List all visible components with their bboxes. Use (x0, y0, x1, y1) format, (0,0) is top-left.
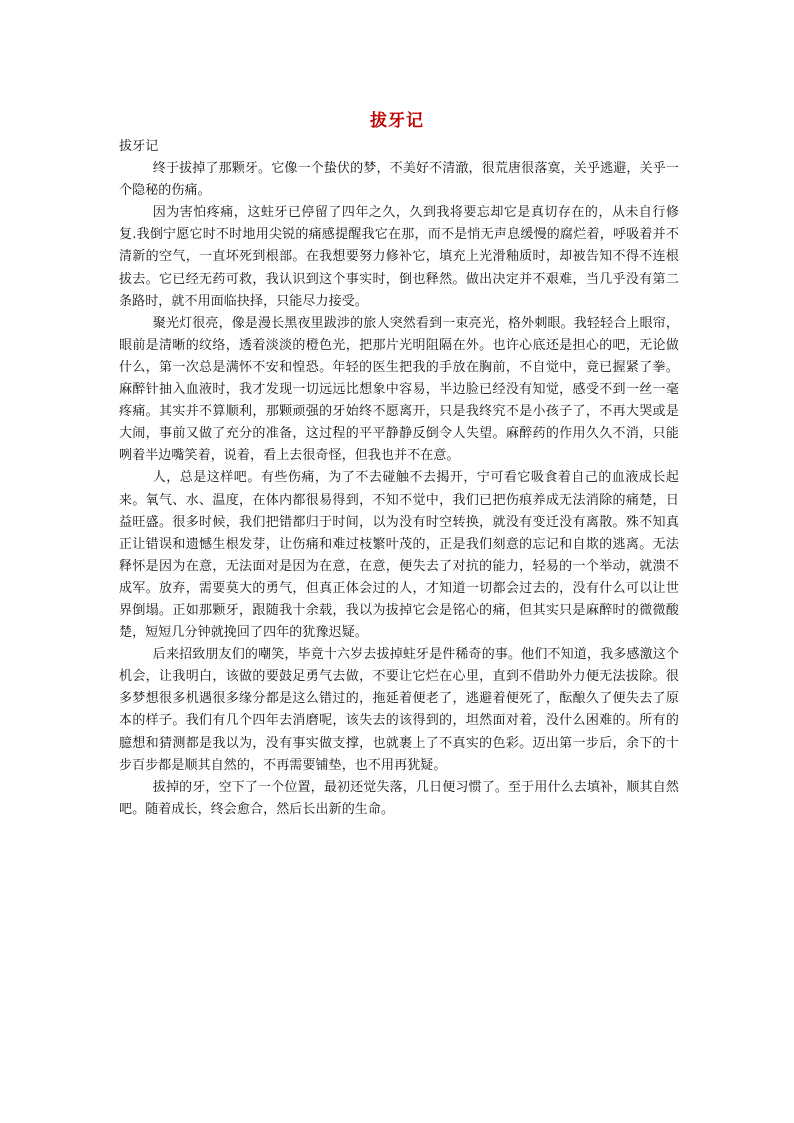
paragraph: 人，总是这样吧。有些伤痛，为了不去碰触不去揭开，宁可看它吸食着自己的血液成长起来。氧气、水、温度，在体内都很易得到，不知不觉中，我们已把伤痕养成无法消除的痛楚，日益旺盛。很多时候，我们把错都归于时间，以为没有时空转换，就没有变迁没有离散。殊不知真正让错误和遗憾生根发芽，让伤痛和难过枝繁叶茂的，正是我们刻意的忘记和自欺的逃离。无法释怀是因为在意，无法面对是因为在意，在意，便失去了对抗的能力，轻易的一个举动，就溃不成军。放弃，需要莫大的勇气，但真正体会过的人，才知道一切都会过去的，没有什么可以让世界倒塌。正如那颗牙，跟随我十余载，我以为拔掉它会是铭心的痛，但其实只是麻醉时的微微酸楚，短短几分钟就挽回了四年的犹豫迟疑。 (119, 470, 679, 641)
document-subtitle: 拔牙记 (119, 139, 159, 154)
document-title: 拔牙记 (370, 111, 424, 131)
document-body (119, 136, 679, 821)
paragraph: 拔掉的牙，空下了一个位置，最初还觉失落，几日便习惯了。至于用什么去填补，顺其自然吧。随着成长，终会愈合，然后长出新的生命。 (119, 779, 679, 817)
paragraph: 后来招致朋友们的嘲笑，毕竟十六岁去拔掉蛀牙是件稀奇的事。他们不知道，我多感激这个机会，让我明白，该做的要鼓足勇气去做，不要让它烂在心里，直到不借助外力便无法拔除。很多梦想很多机遇很多缘分都是这么错过的，拖延着便老了，逃避着便死了，酝酿久了便失去了原本的样子。我们有几个四年去消磨呢，该失去的该得到的，坦然面对着，没什么困难的。所有的臆想和猜测都是我以为，没有事实做支撑，也就裹上了不真实的色彩。迈出第一步后，余下的十步百步都是顺其自然的，不再需要铺垫，也不用再犹疑。 (119, 647, 679, 773)
paragraph: 聚光灯很亮，像是漫长黑夜里跋涉的旅人突然看到一束亮光，格外刺眼。我轻轻合上眼帘，眼前是清晰的纹络，透着淡淡的橙色光，把那片光明阻隔在外。也许心底还是担心的吧，无论做什么，第一次总是满怀不安和惶恐。年轻的医生把我的手放在胸前，不自觉中，竟已握紧了拳。麻醉针抽入血液时，我才发现一切远远比想象中容易，半边脸已经没有知觉，感受不到一丝一毫疼痛。其实并不算顺利，那颗顽强的牙始终不愿离开，只是我终究不是小孩子了，不再大哭或是大闹，事前又做了充分的准备，这过程的平平静静反倒令人失望。麻醉药的作用久久不消，只能咧着半边嘴笑着，说着，看上去很奇怪，但我也并不在意。 (119, 315, 679, 464)
paragraph: 终于拔掉了那颗牙。它像一个蛰伏的梦，不美好不清澈，很荒唐很落寞，关乎逃避，关乎一个隐秘的伤痛。 (119, 161, 679, 199)
paragraph: 因为害怕疼痛，这蛀牙已停留了四年之久，久到我将要忘却它是真切存在的，从未自行修复.我倒宁愿它时不时地用尖锐的痛感提醒我它在那，而不是悄无声息缓慢的腐烂着，呼吸着并不清新的空气，一直坏死到根部。在我想要努力修补它，填充上光滑釉质时，却被告知不得不连根拔去。它已经无药可救，我认识到这个事实时，倒也释然。做出决定并不艰难，当几乎没有第二条路时，就不用面临抉择，只能尽力接受。 (119, 205, 679, 309)
